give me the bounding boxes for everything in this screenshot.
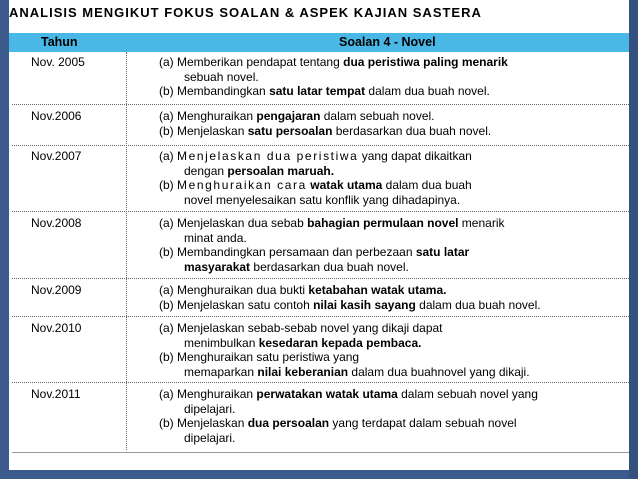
- slide-border: [629, 0, 638, 479]
- text-segment: sebuah novel.: [184, 69, 259, 84]
- text-segment: yang terdapat dalam sebuah novel: [329, 416, 517, 430]
- row-question: [159, 109, 629, 138]
- question-line: [159, 55, 629, 70]
- question-line: [159, 216, 629, 231]
- question-line: [159, 245, 629, 260]
- text-segment: dalam sebuah novel yang: [397, 387, 538, 401]
- question-line: [159, 298, 629, 313]
- row-year: Nov. 2005: [31, 55, 85, 69]
- question-line: [159, 164, 629, 179]
- bold-keyword: dua persoalan: [247, 416, 330, 430]
- row-year: Nov.2006: [31, 109, 82, 123]
- table-bottom-border: [12, 452, 629, 453]
- text-segment: novel menyelesaikan satu konflik yang dihadapinya.: [184, 192, 461, 207]
- text-segment: (a): [159, 149, 177, 163]
- bold-keyword: persoalan maruah.: [227, 163, 335, 178]
- bold-keyword: perwatakan watak utama: [256, 387, 398, 401]
- text-segment: (b) Menghuraikan satu peristiwa yang: [159, 350, 360, 364]
- text-segment: (b) Menjelaskan: [159, 416, 248, 430]
- question-line: [159, 124, 629, 139]
- question-line: [159, 283, 629, 298]
- question-line: [159, 84, 629, 99]
- question-line: [159, 365, 629, 380]
- row-divider: [12, 382, 629, 383]
- row-year: Nov.2007: [31, 149, 82, 163]
- bold-keyword: nilai kasih sayang: [313, 297, 416, 312]
- text-segment: dipelajari.: [184, 430, 236, 445]
- question-line: [159, 231, 629, 246]
- table-header: [9, 33, 629, 52]
- bold-keyword: watak utama: [310, 178, 383, 192]
- question-line: [159, 321, 629, 336]
- bold-keyword: masyarakat: [184, 259, 251, 274]
- text-segment: dalam dua buah novel.: [365, 84, 490, 98]
- row-question: [159, 283, 629, 312]
- text-segment: (a) Memberikan pendapat tentang: [159, 55, 344, 69]
- text-segment: Menjelaskan dua peristiwa: [177, 149, 359, 163]
- bold-keyword: satu persoalan: [247, 123, 333, 138]
- slide: [9, 0, 629, 470]
- bold-keyword: pengajaran: [256, 109, 321, 123]
- bold-keyword: ketabahan watak utama.: [308, 283, 447, 297]
- row-question: [159, 321, 629, 379]
- bold-keyword: bahagian permulaan novel: [307, 216, 459, 230]
- question-line: [159, 70, 629, 85]
- row-divider: [12, 316, 629, 317]
- text-segment: (a) Menghuraikan: [159, 387, 257, 401]
- text-segment: dengan: [184, 163, 228, 178]
- text-segment: dipelajari.: [184, 401, 236, 416]
- question-line: [159, 149, 629, 164]
- question-line: [159, 350, 629, 365]
- text-segment: yang dapat dikaitkan: [358, 149, 472, 163]
- row-divider: [12, 278, 629, 279]
- text-segment: memaparkan: [184, 364, 258, 379]
- row-question: [159, 55, 629, 99]
- bold-keyword: nilai keberanian: [257, 364, 349, 379]
- row-year: Nov.2008: [31, 216, 82, 230]
- row-question: [159, 387, 629, 445]
- row-question: [159, 216, 629, 274]
- row-divider: [12, 104, 629, 105]
- question-line: [159, 260, 629, 275]
- row-divider: [12, 145, 629, 146]
- text-segment: (a) Menghuraikan: [159, 109, 257, 123]
- question-line: [159, 431, 629, 446]
- question-line: [159, 178, 629, 193]
- text-segment: (b) Menjelaskan satu contoh: [159, 297, 314, 312]
- bold-keyword: dua peristiwa paling menarik: [343, 55, 508, 69]
- row-question: [159, 149, 629, 207]
- text-segment: (b) Membandingkan: [159, 84, 270, 98]
- text-segment: menimbulkan: [184, 335, 259, 350]
- text-segment: Menghuraikan cara: [177, 178, 307, 192]
- bold-keyword: kesedaran kepada pembaca.: [258, 335, 422, 350]
- page-title: ANALISIS MENGIKUT FOKUS SOALAN & ASPEK KAJIAN SASTERA: [9, 5, 482, 20]
- bold-keyword: satu latar: [415, 245, 470, 259]
- question-line: [159, 387, 629, 402]
- text-segment: (b): [159, 178, 177, 192]
- text-segment: minat anda.: [184, 230, 247, 245]
- text-segment: dalam dua buah novel.: [415, 297, 541, 312]
- question-line: [159, 416, 629, 431]
- question-line: [159, 402, 629, 417]
- text-segment: menarik: [458, 216, 505, 230]
- text-segment: berdasarkan dua buah novel.: [332, 123, 492, 138]
- bold-keyword: satu latar tempat: [269, 84, 366, 98]
- text-segment: (b) Menjelaskan: [159, 123, 248, 138]
- row-year: Nov.2010: [31, 321, 82, 335]
- question-line: [159, 193, 629, 208]
- row-year: Nov.2011: [31, 387, 81, 401]
- header-year: Tahun: [41, 35, 78, 49]
- text-segment: (a) Menjelaskan sebab-sebab novel yang dikaji dapat: [159, 321, 443, 335]
- text-segment: berdasarkan dua buah novel.: [250, 259, 409, 274]
- text-segment: dalam sebuah novel.: [320, 109, 435, 123]
- row-divider: [12, 211, 629, 212]
- question-line: [159, 336, 629, 351]
- text-segment: (a) Menjelaskan dua sebab: [159, 216, 308, 230]
- column-divider: [126, 52, 127, 450]
- row-year: Nov.2009: [31, 283, 82, 297]
- text-segment: dalam dua buahnovel yang dikaji.: [348, 364, 530, 379]
- question-line: [159, 109, 629, 124]
- header-question: Soalan 4 - Novel: [339, 35, 436, 49]
- text-segment: (b) Membandingkan persamaan dan perbezaan: [159, 245, 416, 259]
- text-segment: dalam dua buah: [382, 178, 472, 192]
- text-segment: (a) Menghuraikan dua bukti: [159, 283, 309, 297]
